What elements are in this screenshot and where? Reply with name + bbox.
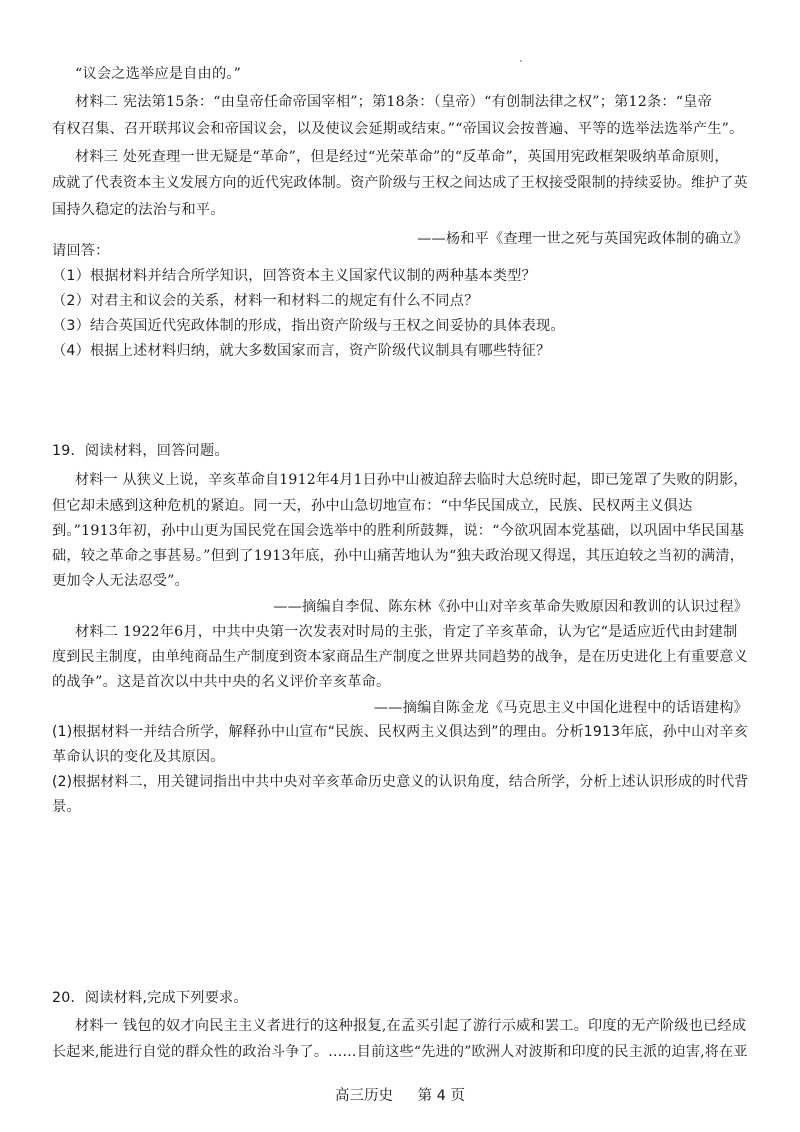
- q18-line-5: 成就了代表资本主义发展方向的近代宪政体制。资产阶级与王权之间达成了王权接受限制的持续妥协。维护了英: [52, 175, 748, 191]
- q19-question-2b: 景。: [52, 799, 81, 815]
- footer-subject: 高三历史: [334, 1088, 393, 1104]
- q19-question-1b: 革命认识的变化及其原因。: [52, 749, 225, 765]
- q18-question-1: （1）根据材料并结合所学知识，回答资本主义国家代议制的两种基本类型？: [52, 268, 537, 284]
- q19-m1-line-3: 到。”1913年初，孙中山更为国民党在国会选举中的胜利所鼓舞，说：“今欲巩固本党基础，以巩固中华民国基: [52, 523, 745, 539]
- q19-m2-line-1: 材料二 1922年6月，中共中央第一次发表对时局的主张，肯定了辛亥革命，认为它“是适应近代由封建制: [75, 624, 738, 640]
- q19-m2-line-2: 度到民主制度，由单纯商品生产制度到资本家商品生产制度之世界共同趋势的战争，是在历史进化上有重要意义: [52, 649, 748, 665]
- q19-heading: 19．阅读材料，回答问题。: [52, 443, 229, 459]
- q18-source: ——杨和平《查理一世之死与英国宪政体制的确立》: [417, 231, 748, 247]
- q19-question-2a: (2)根据材料二，用关键词指出中共中央对辛亥革命历史意义的认识角度，结合所学，分析上述认识形成的时代背: [52, 774, 749, 790]
- q19-m1-line-1: 材料一 从狭义上说，辛亥革命自1912年4月1日孙中山被迫辞去临时大总统时起，即已笼罩了失败的阴影，: [75, 472, 748, 488]
- q18-question-4: （4）根据上述材料归纳，就大多数国家而言，资产阶级代议制具有哪些特征？: [52, 343, 551, 359]
- q18-line-1: “议会之选举应是自由的。”: [75, 66, 242, 82]
- q18-line-4: 材料三 处死查理一世无疑是“革命”，但是经过“光荣革命”的“反革命”，英国用宪政框架吸纳革命原则，: [75, 149, 729, 165]
- q18-question-2: （2）对君主和议会的关系，材料一和材料二的规定有什么不同点？: [52, 293, 479, 309]
- q19-m1-line-4: 础，较之革命之事甚易。”但到了1913年底，孙中山痛苦地认为“独夫政治现又得逞，其压迫较之当初的满清，: [52, 548, 745, 564]
- q19-question-1a: (1)根据材料一并结合所学，解释孙中山宣布“民族、民权两主义俱达到”的理由。分析1913年底，孙中山对辛亥: [52, 724, 748, 740]
- q20-heading: 20．阅读材料,完成下列要求。: [52, 990, 248, 1006]
- q19-m2-line-3: 的战争”。这是首次以中共中央的名义评价辛亥革命。: [52, 674, 391, 690]
- q18-line-2: 材料二 宪法第15条：“由皇帝任命帝国宰相”；第18条：（皇帝）“有创制法律之权”；第12条：“皇帝: [75, 94, 712, 110]
- q19-m2-source: ——摘编自陈金龙《马克思主义中国化进程中的话语建构》: [373, 700, 748, 716]
- q19-m1-source: ——摘编自李侃、陈东林《孙中山对辛亥革命失败原因和教训的认识过程》: [273, 599, 748, 615]
- q19-m1-line-5: 更加令人无法忍受”。: [52, 573, 189, 589]
- footer-page-number: 第 4 页: [417, 1088, 466, 1104]
- q18-line-6: 国持久稳定的法治与和平。: [52, 202, 225, 218]
- q20-m1-line-1: 材料一 钱包的奴才向民主主义者进行的这种报复,在孟买引起了游行示威和罢工。印度的无产阶级也已经成: [75, 1018, 747, 1034]
- q18-prompt: 请回答：: [52, 243, 110, 259]
- page-footer: [0, 1084, 800, 1105]
- scan-speck: [520, 60, 522, 62]
- q18-question-3: （3）结合英国近代宪政体制的形成，指出资产阶级与王权之间妥协的具体表现。: [52, 318, 565, 334]
- q18-line-3: 有权召集、召开联邦议会和帝国议会，以及使议会延期或结束。”“帝国议会按普遍、平等的选举法选举产生”。: [52, 121, 744, 137]
- q20-m1-line-2: 长起来,能进行自觉的群众性的政治斗争了。……目前这些“先进的”欧洲人对波斯和印度的民主派的迫害,将在亚: [52, 1044, 748, 1060]
- q19-m1-line-2: 但它却未感到这种危机的紧迫。同一天，孙中山急切地宣布：“中华民国成立，民族、民权两主义俱达: [52, 498, 693, 514]
